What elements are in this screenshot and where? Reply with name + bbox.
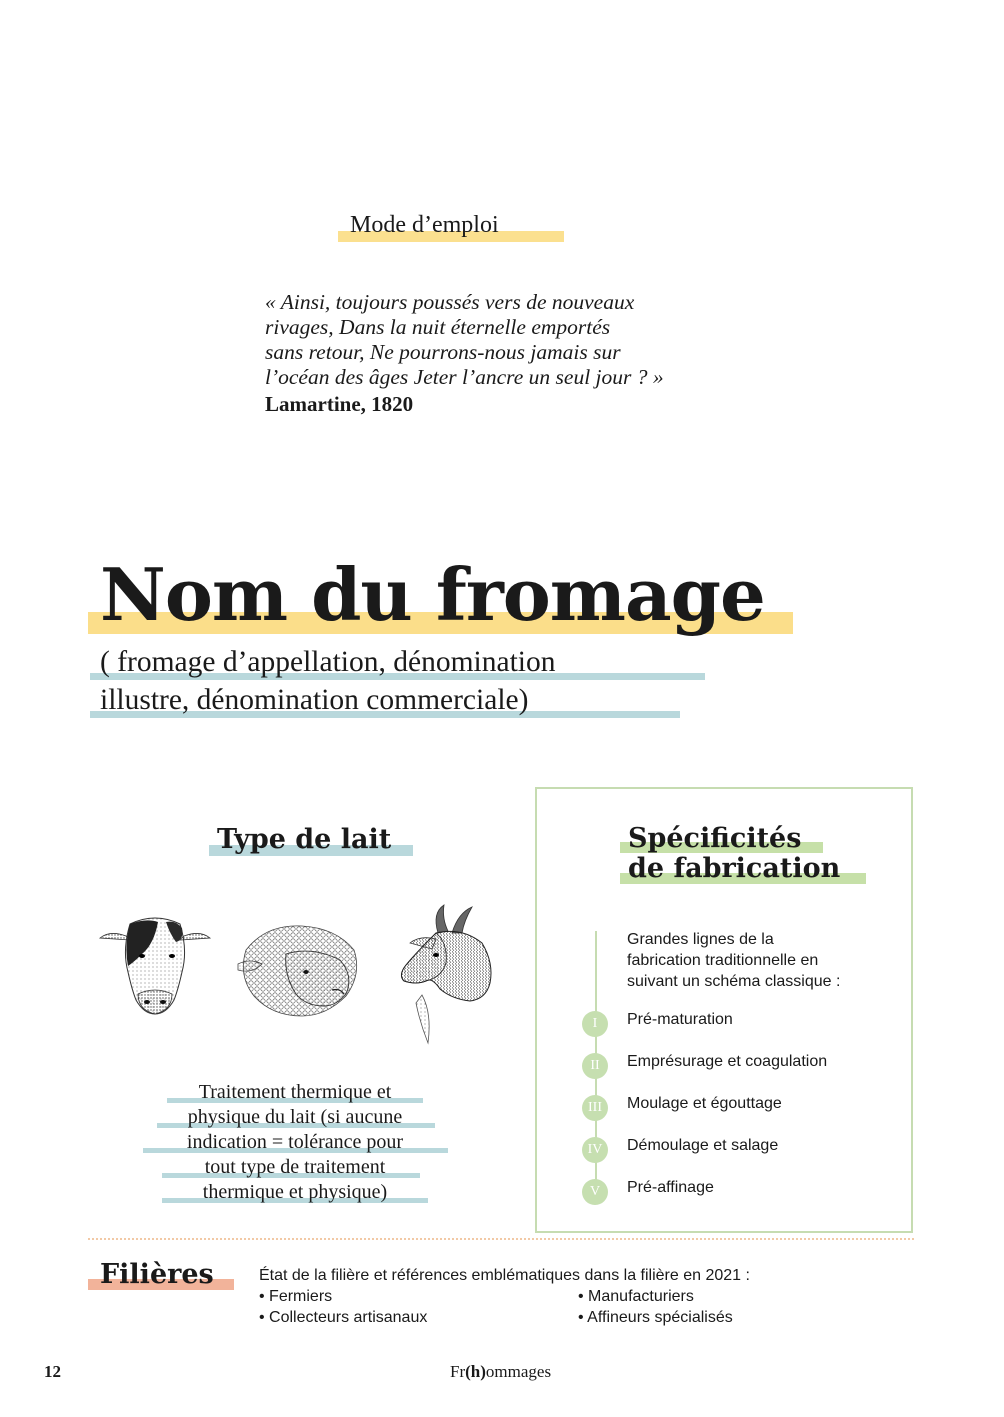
lait-title: Type de lait (217, 824, 392, 855)
brand-bold: (h) (465, 1362, 486, 1381)
step-number-badge: II (582, 1053, 608, 1079)
specificites-intro (627, 929, 877, 992)
page-number: 12 (44, 1362, 61, 1381)
filiere-item: • Collecteurs artisanaux (259, 1309, 428, 1326)
step-number-badge: V (582, 1179, 608, 1205)
brand-suffix: ommages (485, 1362, 552, 1381)
filiere-item: • Fermiers (259, 1288, 333, 1305)
subtitle-line: ( fromage d’appellation, dénomination (100, 646, 556, 678)
quote-line: rivages, Dans la nuit éternelle emportés (265, 315, 611, 339)
intro-line: suivant un schéma classique : (627, 973, 841, 990)
dotted-divider (88, 1238, 914, 1240)
step-label: Pré-affinage (627, 1179, 714, 1196)
traitement-text (140, 1080, 450, 1205)
step-number-badge: I (582, 1011, 608, 1037)
brand-prefix: Fr (450, 1362, 466, 1381)
subtitle-line: illustre, dénomination commerciale) (100, 684, 529, 716)
step-number-badge: III (582, 1095, 608, 1121)
mode-emploi-title: Mode d’emploi (350, 212, 499, 238)
specificites-title: Spécificités (628, 823, 802, 854)
specificites-title: de fabrication (628, 853, 841, 884)
goat-icon (392, 903, 496, 1045)
step-label: Démoulage et salage (627, 1137, 779, 1154)
quote-author: Lamartine, 1820 (265, 392, 414, 416)
cow-icon (96, 910, 214, 1020)
filieres-intro: État de la filière et références emblématiques dans la filière en 2021 : (259, 1267, 750, 1284)
sheep-icon (236, 920, 368, 1020)
footer-brand (450, 1362, 551, 1382)
traitement-line: Traitement thermique et (198, 1081, 392, 1103)
intro-line: fabrication traditionnelle en (627, 952, 819, 969)
filieres-title: Filières (100, 1259, 214, 1290)
filiere-item: • Manufacturiers (578, 1288, 694, 1305)
page-title: Nom du fromage (100, 552, 765, 637)
filiere-item: • Affineurs spécialisés (578, 1309, 733, 1326)
traitement-line: physique du lait (si aucune (187, 1106, 403, 1128)
step-label: Emprésurage et coagulation (627, 1053, 828, 1070)
traitement-line: tout type de traitement (204, 1156, 386, 1178)
step-label: Moulage et égouttage (627, 1095, 782, 1112)
quote-line: sans retour, Ne pourrons-nous jamais sur (265, 340, 621, 364)
step-number-badge: IV (582, 1137, 608, 1163)
step-label: Pré-maturation (627, 1011, 733, 1028)
quote-line: « Ainsi, toujours poussés vers de nouveaux (265, 290, 635, 314)
intro-line: Grandes lignes de la (627, 931, 774, 948)
traitement-line: indication = tolérance pour (186, 1131, 404, 1153)
quote (265, 290, 705, 390)
traitement-line: thermique et physique) (202, 1181, 388, 1203)
quote-line: l’océan des âges Jeter l’ancre un seul jour ? » (265, 365, 664, 389)
